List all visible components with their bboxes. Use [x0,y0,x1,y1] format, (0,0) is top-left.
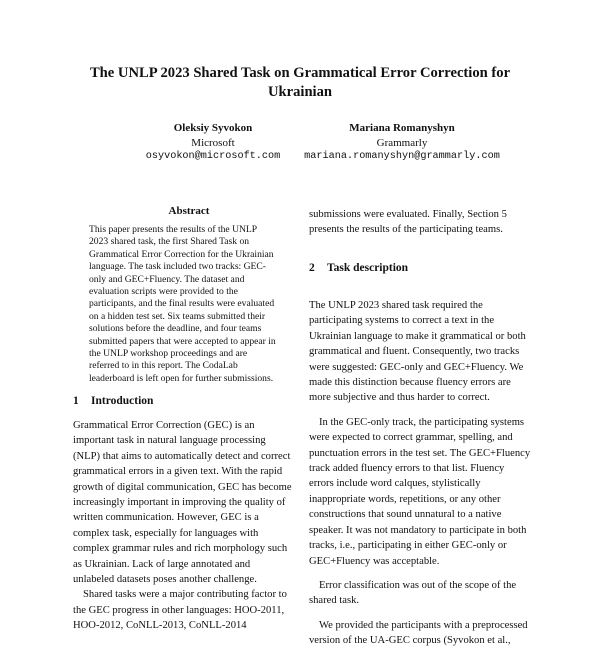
abstract-heading: Abstract [168,205,210,217]
paragraph: The UNLP 2023 shared task required the participating systems to correct a text in the Ukrainian language to make it grammatical or both grammatical and fluent. Consequently, two tracks were suggested: GEC-only and GEC+Fluency. We made this distinction because fluency errors are more subjective and thus harder to correct. [309,300,526,404]
paper-title: The UNLP 2023 Shared Task on Grammatical Error Correction for Ukrainian [89,65,511,100]
paragraph: In the GEC-only track, the participating systems were expected to correct grammar, spelling, and punctuation errors in the test set. The GEC+Fluency track added fluency errors to that list. Fluency errors include word calques, stylistically inappropriate words, repetitions, or any other constructions that sound unnatural to a native speaker. It was not mandatory to participate in both tracks, i.e., participating in either GEC-only or GEC+Fluency was acceptable. [309,416,531,567]
author-email[interactable]: osyvokon@microsoft.com [145,151,281,162]
section-heading-introduction [73,395,153,407]
author-email[interactable]: mariana.romanyshyn@grammarly.com [304,151,500,162]
paragraph: Grammatical Error Correction (GEC) is an important task in natural language processing (NLP) that aims to automatically detect and correct grammatical errors in a given text. With the rapid growth of digital communication, GEC has become increasingly important in improving the quality of written communication. However, GEC is a complex task, especially for languages with complex grammar rules and rich morphology such as Ukrainian. Lack of large annotated and unlabeled datasets poses another challenge. [73,420,292,586]
author-affiliation: Microsoft [191,136,235,149]
section-title: Task description [327,262,409,274]
section-heading-task-description [309,262,408,274]
section-number: 2 [309,262,315,274]
introduction-body [73,418,293,634]
paragraph: We provided the participants with a preprocessed version of the UA-GEC corpus (Syvokon et al., [309,619,528,647]
paragraph: Shared tasks were a major contributing factor to the GEC progress in other languages: HOO-2011, HOO-2012, CoNLL-2013, CoNLL-2014 [73,589,287,632]
author-name: Mariana Romanyshyn [349,122,455,134]
column-continuation [309,207,531,238]
author-block [118,121,308,165]
task-description-body [309,298,531,649]
section-number: 1 [73,395,79,407]
paragraph: Error classification was out of the scope of the shared task. [309,579,517,607]
author-block [292,121,512,165]
section-title: Introduction [91,395,154,407]
author-name: Oleksiy Syvokon [173,122,253,134]
abstract-text: This paper presents the results of the UNLP 2023 shared task, the first Shared Task on Grammatical Error Correction for the Ukrainian language. The task included two tracks: GEC-only and GEC+Fluency. The dataset and evaluation scripts were provided to the participants, and the final results were evaluated on a hidden test set. Six teams submitted their solutions before the deadline, and four teams submitted papers that were accepted to appear in the UNLP workshop proceedings and are referred to in this report. The CodaLab leaderboard is left open for further submissions. [89,224,276,384]
paragraph: submissions were evaluated. Finally, Section 5 presents the results of the participating teams. [309,209,507,236]
author-affiliation: Grammarly [376,136,428,149]
